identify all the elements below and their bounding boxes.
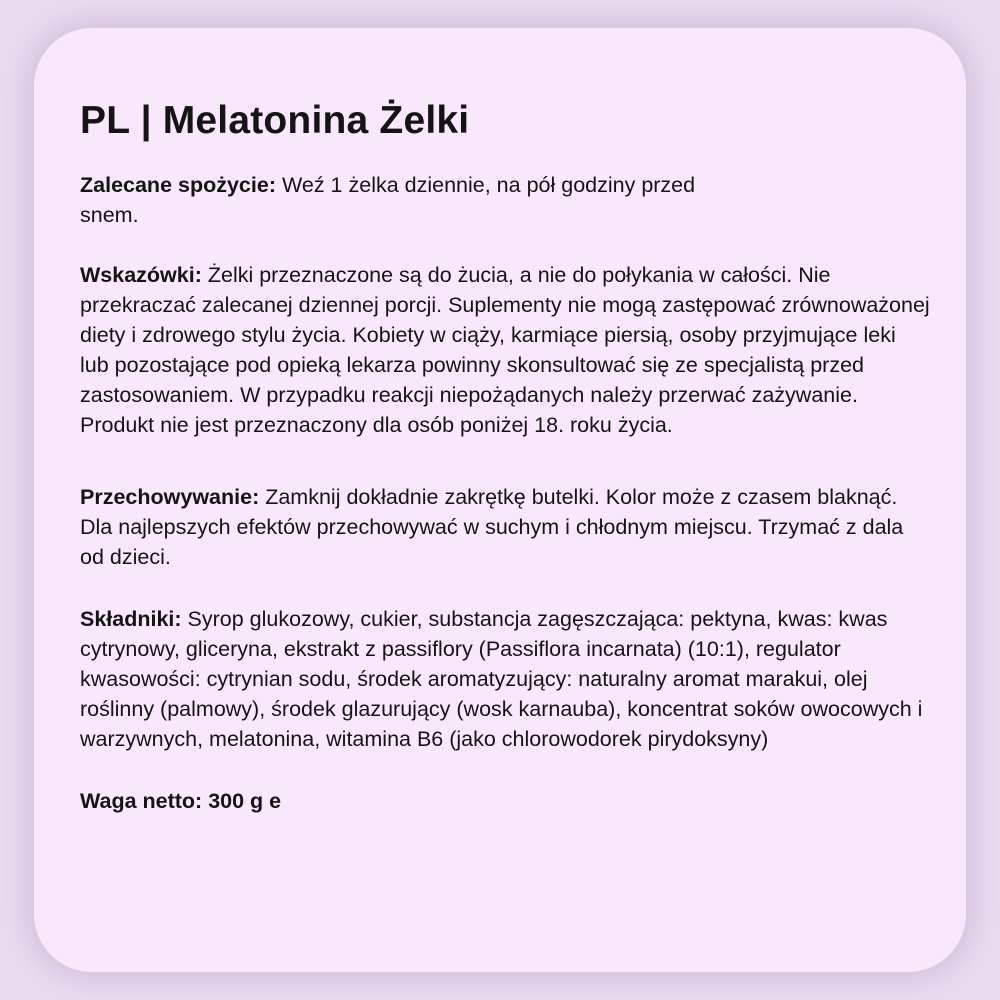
dosage-label: Zalecane spożycie: (80, 173, 276, 197)
ingredients-text: Syrop glukozowy, cukier, substancja zagęszczająca: pektyna, kwas: kwas cytrynowy, gliceryna, ekstrakt z passiflory (Passiflora incarnata) (10:1), regulator kwasowości: cytrynian sodu, środek aromatyzujący: naturalny aromat marakui, olej roślinny (palmowy), środek glazurujący (wosk karnauba), koncentrat soków owocowych i warzywnych, melatonina, witamina B6 (jako chlorowodorek pirydoksyny) (80, 607, 923, 751)
ingredients-label: Składniki: (80, 607, 182, 631)
storage-section (80, 482, 930, 572)
net-weight-section (80, 786, 930, 816)
info-card (34, 28, 966, 972)
tips-section (80, 260, 930, 440)
net-weight-label: Waga netto: 300 g e (80, 789, 282, 813)
storage-text: Zamknij dokładnie zakrętkę butelki. Kolor może z czasem blaknąć. Dla najlepszych efektów przechowywać w suchym i chłodnym miejscu. Trzymać z dala od dzieci. (80, 485, 904, 569)
dosage-section (80, 170, 750, 230)
page-title: PL | Melatonina Żelki (80, 99, 470, 142)
ingredients-section (80, 604, 930, 754)
dosage-text: Weź 1 żelka dziennie, na pół godziny przed snem. (80, 173, 696, 227)
tips-label: Wskazówki: (80, 263, 202, 287)
tips-text: Żelki przeznaczone są do żucia, a nie do połykania w całości. Nie przekraczać zalecanej dziennej porcji. Suplementy nie mogą zastępować zrównoważonej diety i zdrowego stylu życia. Kobiety w ciąży, karmiące piersią, osoby przyjmujące leki lub pozostające pod opieką lekarza powinny skonsultować się ze specjalistą przed zastosowaniem. W przypadku reakcji niepożądanych należy przerwać zażywanie. Produkt nie jest przeznaczony dla osób poniżej 18. roku życia. (80, 263, 930, 437)
storage-label: Przechowywanie: (80, 485, 260, 509)
